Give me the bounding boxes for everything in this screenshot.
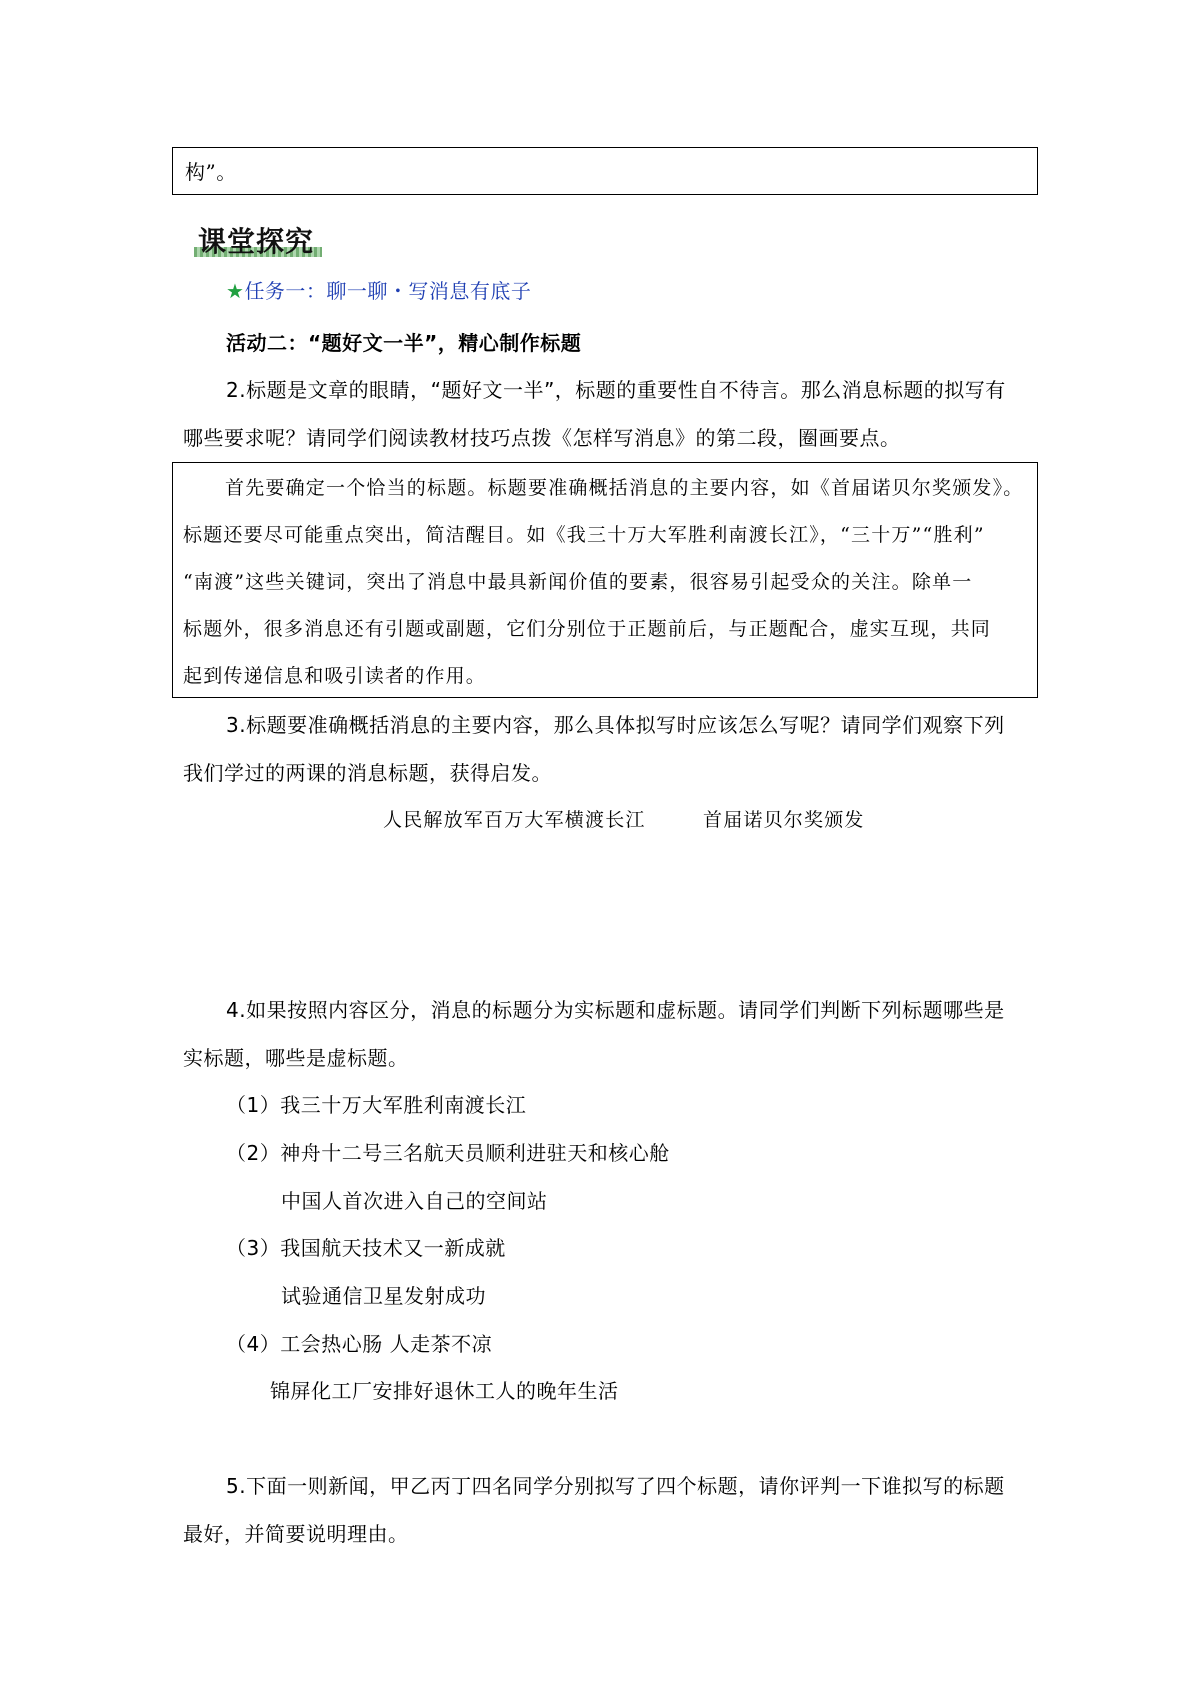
- q2-line-2: 哪些要求呢？请同学们阅读教材技巧点拨《怎样写消息》的第二段，圈画要点。: [183, 426, 901, 450]
- quote-line-3: “南渡”这些关键词，突出了消息中最具新闻价值的要素，很容易引起受众的关注。除单一: [183, 571, 973, 593]
- q2-line-1: 2.标题是文章的眼睛，“题好文一半”，标题的重要性自不待言。那么消息标题的拟写有: [226, 378, 1006, 402]
- q3-example-title-b: 首届诺贝尔奖颁发: [703, 809, 865, 831]
- top-text-box: [172, 147, 1038, 195]
- q4-item-2: （2）神舟十二号三名航天员顺利进驻天和核心舱: [226, 1141, 670, 1165]
- task-heading: [226, 281, 531, 301]
- q3-example-title-a: 人民解放军百万大军横渡长江: [383, 809, 646, 831]
- quote-line-5: 起到传递信息和吸引读者的作用。: [183, 665, 487, 687]
- q4-item-1: （1）我三十万大军胜利南渡长江: [226, 1093, 527, 1117]
- q5-line-1: 5.下面一则新闻，甲乙丙丁四名同学分别拟写了四个标题，请你评判一下谁拟写的标题: [226, 1474, 1005, 1498]
- quote-line-1: 首先要确定一个恰当的标题。标题要准确概括消息的主要内容，如《首届诺贝尔奖颁发》。: [225, 477, 1024, 499]
- quote-line-2: 标题还要尽可能重点突出，简洁醒目。如《我三十万大军胜利南渡长江》，“三十万”“胜利”: [183, 524, 985, 546]
- section-title: 课堂探究: [198, 225, 315, 258]
- q4-item-4: （4）工会热心肠 人走茶不凉: [226, 1332, 493, 1356]
- quote-line-4: 标题外，很多消息还有引题或副题，它们分别位于正题前后，与正题配合，虚实互现，共同: [183, 618, 992, 640]
- q4-line-2: 实标题，哪些是虚标题。: [183, 1046, 409, 1070]
- q4-item-2-subtitle: 中国人首次进入自己的空间站: [281, 1189, 548, 1213]
- q4-item-3-subtitle: 试验通信卫星发射成功: [281, 1284, 486, 1308]
- q4-item-3: （3）我国航天技术又一新成就: [226, 1236, 506, 1260]
- q4-line-1: 4.如果按照内容区分，消息的标题分为实标题和虚标题。请同学们判断下列标题哪些是: [226, 998, 1005, 1022]
- q4-item-4-subtitle: 锦屏化工厂安排好退休工人的晚年生活: [270, 1379, 619, 1403]
- q3-line-1: 3.标题要准确概括消息的主要内容，那么具体拟写时应该怎么写呢？请同学们观察下列: [226, 713, 1005, 737]
- star-icon: ★: [226, 279, 245, 303]
- quote-box: [172, 462, 1038, 698]
- q5-line-2: 最好，并简要说明理由。: [183, 1522, 409, 1546]
- q3-line-2: 我们学过的两课的消息标题，获得启发。: [183, 761, 552, 785]
- task-label: 任务一：聊一聊・写消息有底子: [244, 279, 532, 303]
- activity-title: 活动二：“题好文一半”，精心制作标题: [226, 331, 582, 355]
- top-box-text: 构”。: [185, 160, 237, 184]
